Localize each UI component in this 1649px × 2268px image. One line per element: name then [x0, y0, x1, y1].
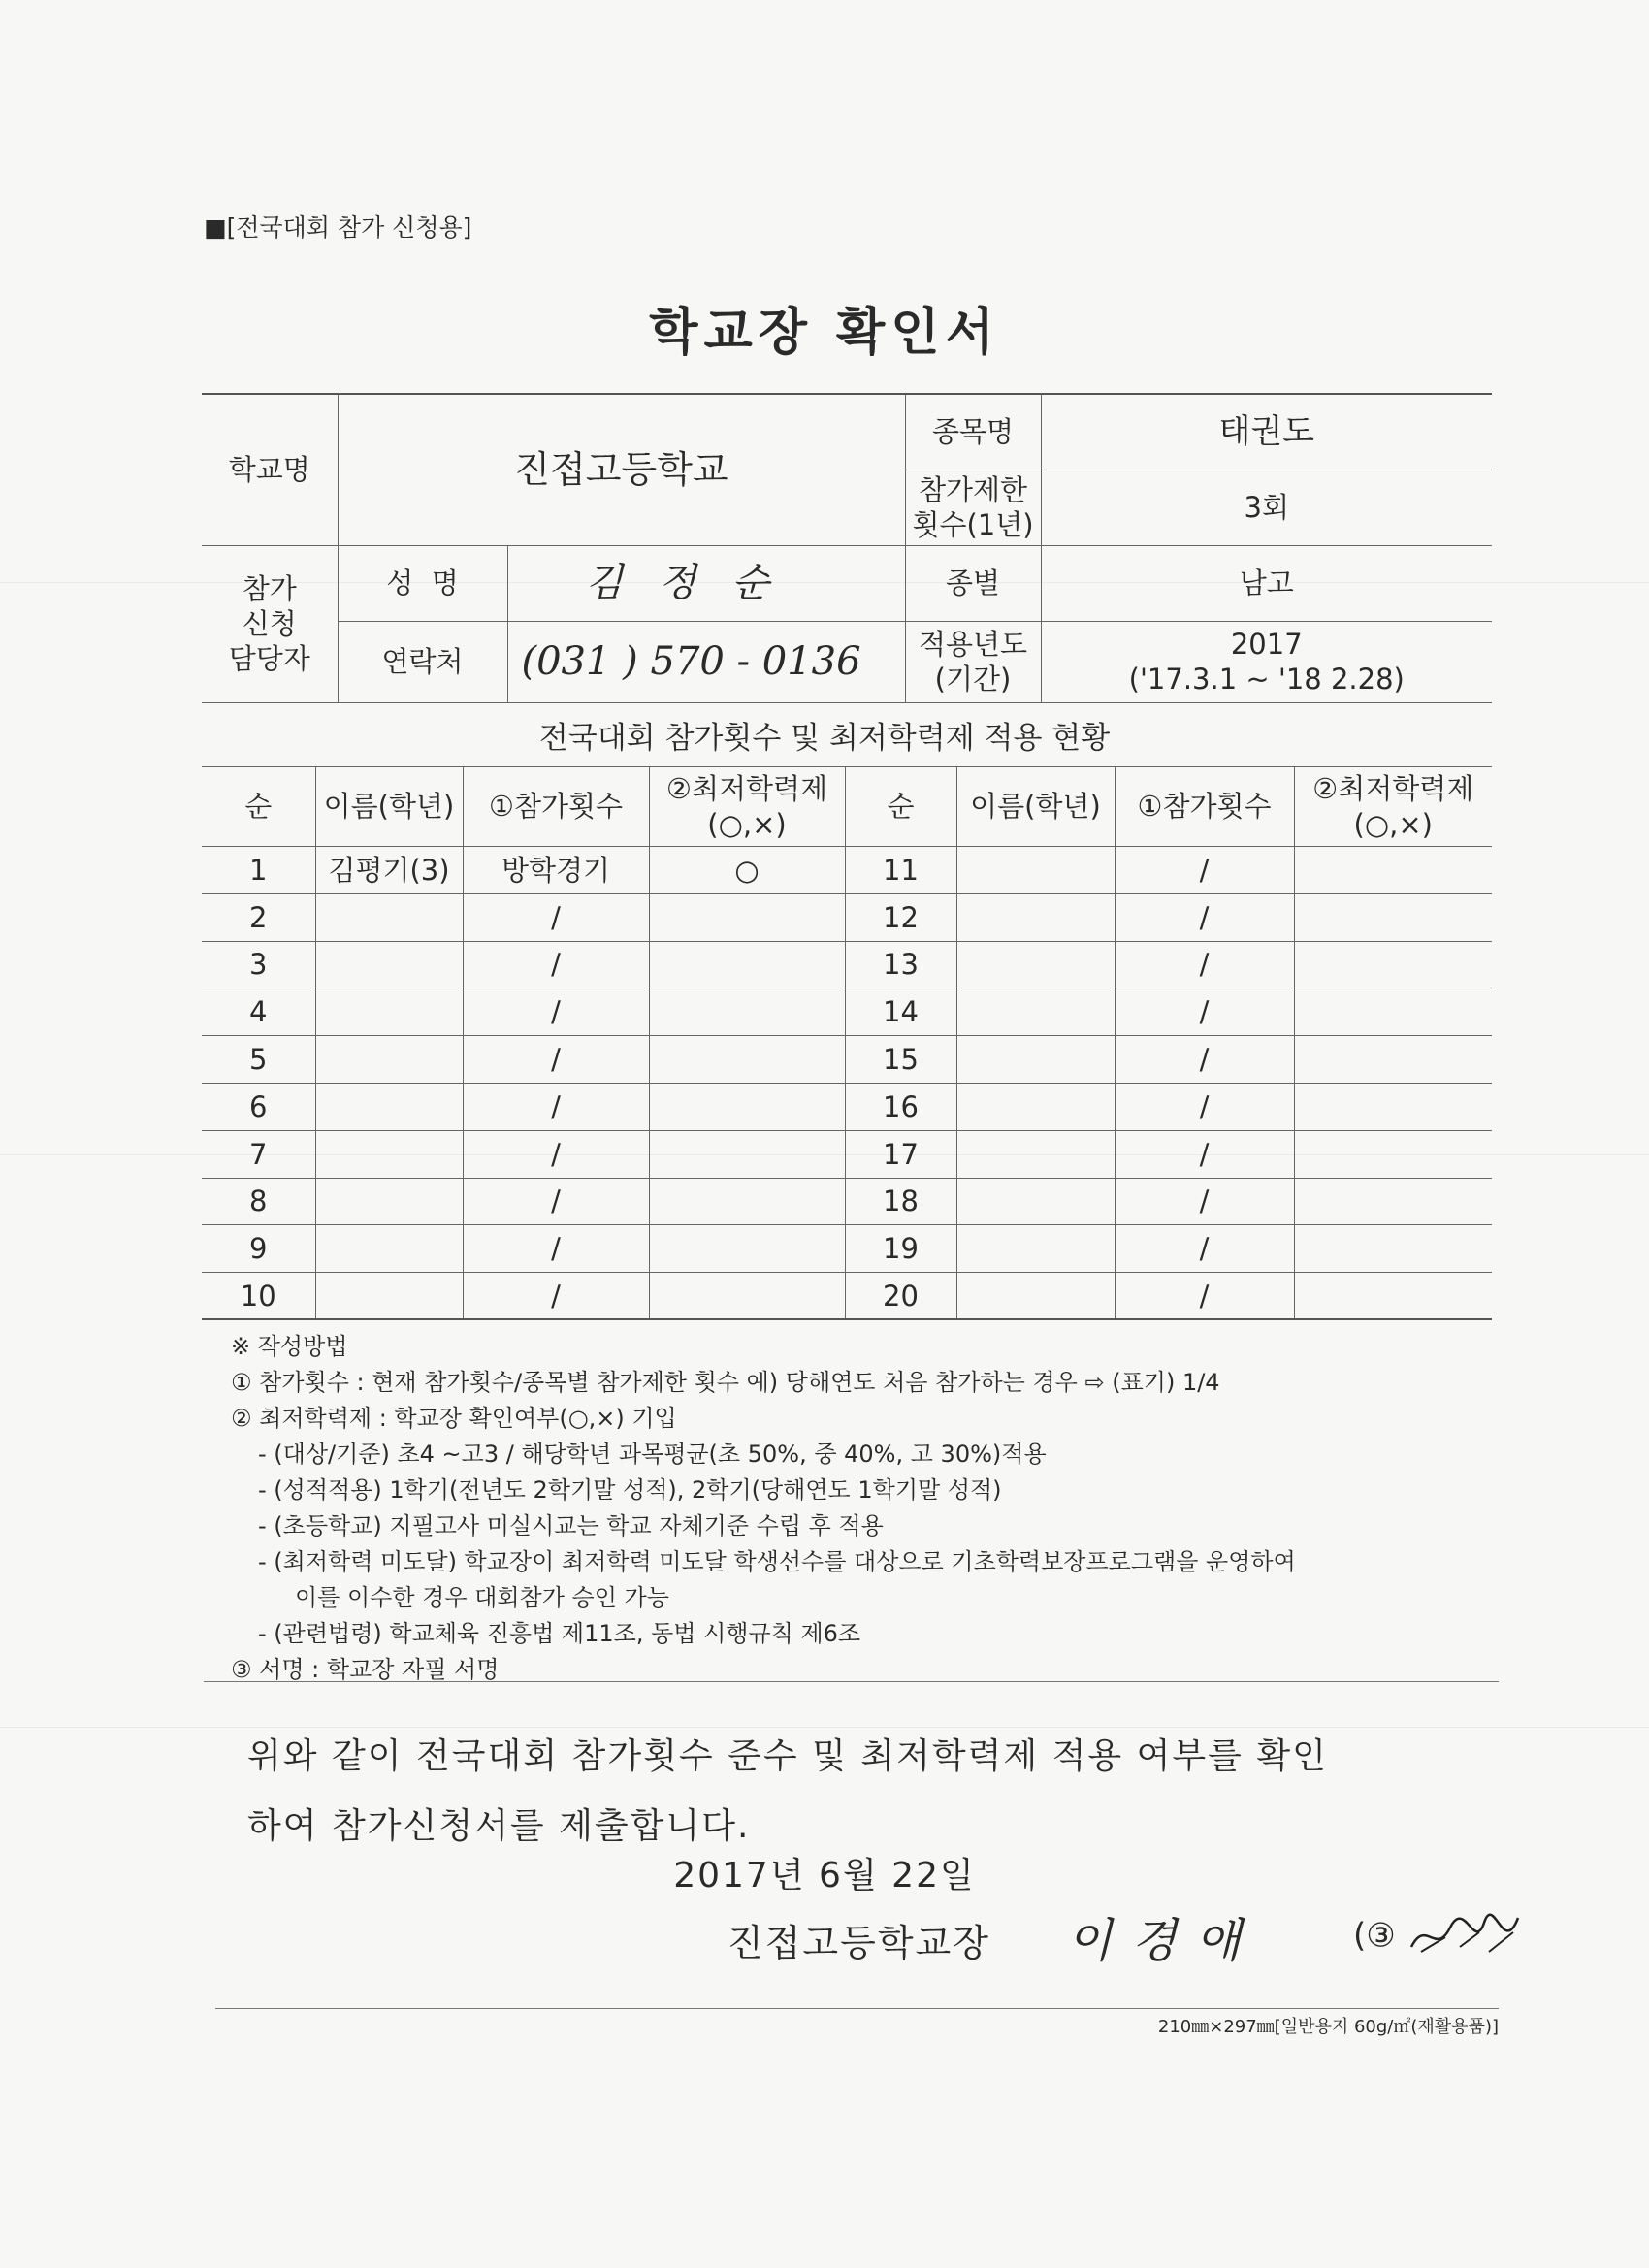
cell-name — [315, 941, 463, 988]
note-2c: - (초등학교) 지필고사 미실시교는 학교 자체기준 수립 후 적용 — [258, 1512, 884, 1539]
cell-no2: 12 — [845, 893, 956, 941]
table-row — [202, 941, 1492, 988]
cell-name — [315, 988, 463, 1036]
cell-count: / — [463, 1225, 649, 1273]
cell-min2 — [1294, 1178, 1492, 1225]
divider — [204, 1681, 1499, 1682]
col-name-2: 이름(학년) — [956, 767, 1115, 847]
cell-name — [315, 1225, 463, 1273]
cell-min2 — [1294, 847, 1492, 894]
cell-name: 김평기(3) — [315, 847, 463, 894]
applicant-name-label: 성 명 — [338, 545, 507, 621]
col-name: 이름(학년) — [315, 767, 463, 847]
header-row — [202, 767, 1492, 847]
cell-min — [649, 941, 845, 988]
cell-min2 — [1294, 1083, 1492, 1130]
cell-min — [649, 1036, 845, 1084]
note-2a: - (대상/기준) 초4 ~고3 / 해당학년 과목평균(초 50%, 중 40%, 고 30%)적용 — [258, 1441, 1047, 1468]
cell-name2 — [956, 1225, 1115, 1273]
cell-name2 — [956, 1273, 1115, 1320]
cell-count2: / — [1115, 941, 1294, 988]
cell-no2: 17 — [845, 1130, 956, 1178]
contact-value: (031 ) 570 - 0136 — [507, 621, 905, 702]
cell-name — [315, 1178, 463, 1225]
cell-no2: 19 — [845, 1225, 956, 1273]
note-2e: - (관련법령) 학교체육 진흥법 제11조, 동법 시행규칙 제6조 — [258, 1620, 861, 1647]
instructions — [231, 1329, 1502, 1688]
col-min-2: ②최저학력제 (○,×) — [1294, 767, 1492, 847]
cell-min2 — [1294, 941, 1492, 988]
cell-name2 — [956, 1083, 1115, 1130]
cell-name2 — [956, 893, 1115, 941]
cell-no: 5 — [202, 1036, 315, 1084]
cell-name2 — [956, 941, 1115, 988]
gender-value: 남고 — [1041, 545, 1492, 621]
cell-no2: 15 — [845, 1036, 956, 1084]
cell-count2: / — [1115, 893, 1294, 941]
cell-count2: / — [1115, 1178, 1294, 1225]
cell-min — [649, 1178, 845, 1225]
table-row — [202, 1036, 1492, 1084]
status-title: 전국대회 참가횟수 및 최저학력제 적용 현황 — [538, 721, 1111, 756]
confirmation-text: 위와 같이 전국대회 참가횟수 준수 및 최저학력제 적용 여부를 확인 하여 참가신청서를 제출합니다. — [247, 1736, 1328, 1846]
cell-count2: / — [1115, 1273, 1294, 1320]
cell-min — [649, 1225, 845, 1273]
note-2: ② 최저학력제 : 학교장 확인여부(○,×) 기입 — [231, 1405, 677, 1432]
table-row — [202, 847, 1492, 894]
seal-stamp: (③ — [1353, 1908, 1523, 1966]
table-row — [202, 1273, 1492, 1320]
note-3: ③ 서명 : 학교장 자필 서명 — [231, 1656, 500, 1683]
cell-no2: 20 — [845, 1273, 956, 1320]
footer-divider — [215, 2008, 1499, 2009]
cell-name2 — [956, 1130, 1115, 1178]
note-2d-cont: 이를 이수한 경우 대회참가 승인 가능 — [295, 1584, 669, 1611]
form-type-tag: ■[전국대회 참가 신청용] — [204, 213, 472, 242]
cell-count2: / — [1115, 1083, 1294, 1130]
col-min: ②최저학력제 (○,×) — [649, 767, 845, 847]
note-2b: - (성적적용) 1학기(전년도 2학기말 성적), 2학기(당해연도 1학기말 성적) — [258, 1476, 1002, 1504]
applicant-name-value: 김 정 순 — [507, 545, 905, 621]
contact-label: 연락처 — [338, 621, 507, 702]
cell-name — [315, 1036, 463, 1084]
cell-min — [649, 1130, 845, 1178]
gender-label: 종별 — [905, 545, 1041, 621]
cell-no: 10 — [202, 1273, 315, 1320]
cell-min — [649, 1273, 845, 1320]
cell-count2: / — [1115, 1036, 1294, 1084]
table-row — [202, 988, 1492, 1036]
signature: 이경애 — [1067, 1914, 1261, 1968]
year-value: 2017 ('17.3.1 ~ '18 2.28) — [1041, 621, 1492, 702]
cell-min — [649, 893, 845, 941]
table-row — [202, 1130, 1492, 1178]
event-label: 종목명 — [905, 394, 1041, 470]
cell-min — [649, 1083, 845, 1130]
cell-count2: / — [1115, 988, 1294, 1036]
school-name-label: 학교명 — [202, 394, 338, 545]
school-name-value: 진접고등학교 — [338, 394, 905, 545]
cell-min: ○ — [649, 847, 845, 894]
cell-count: / — [463, 1273, 649, 1320]
cell-count2: / — [1115, 1225, 1294, 1273]
note-heading: ※ 작성방법 — [231, 1333, 348, 1360]
date: 2017년 6월 22일 — [673, 1856, 976, 1895]
col-no-2: 순 — [845, 767, 956, 847]
cell-no2: 11 — [845, 847, 956, 894]
cell-count2: / — [1115, 847, 1294, 894]
limit-value: 3회 — [1041, 470, 1492, 545]
cell-name2 — [956, 1178, 1115, 1225]
cell-count: / — [463, 893, 649, 941]
cell-count2: / — [1115, 1130, 1294, 1178]
cell-name — [315, 1273, 463, 1320]
table-row — [202, 893, 1492, 941]
cell-count: / — [463, 1036, 649, 1084]
cell-min2 — [1294, 988, 1492, 1036]
applicant-label: 참가 신청 담당자 — [202, 545, 338, 702]
cell-no: 1 — [202, 847, 315, 894]
cell-no: 4 — [202, 988, 315, 1036]
cell-count: / — [463, 1178, 649, 1225]
event-value: 태권도 — [1041, 394, 1492, 470]
cell-no2: 18 — [845, 1178, 956, 1225]
cell-count: / — [463, 1083, 649, 1130]
document-title: 학교장 확인서 — [649, 304, 1000, 362]
year-label: 적용년도 (기간) — [905, 621, 1041, 702]
cell-min2 — [1294, 1225, 1492, 1273]
cell-no: 2 — [202, 893, 315, 941]
info-table — [202, 393, 1492, 703]
col-count: ①참가횟수 — [463, 767, 649, 847]
cell-name2 — [956, 1036, 1115, 1084]
cell-no2: 16 — [845, 1083, 956, 1130]
col-count-2: ①참가횟수 — [1115, 767, 1294, 847]
cell-name — [315, 1130, 463, 1178]
cell-min2 — [1294, 1130, 1492, 1178]
cell-count: / — [463, 1130, 649, 1178]
cell-no: 6 — [202, 1083, 315, 1130]
table-row — [202, 1083, 1492, 1130]
seal-scribble-icon — [1406, 1908, 1523, 1966]
cell-min — [649, 988, 845, 1036]
cell-count: 방학경기 — [463, 847, 649, 894]
note-2d: - (최저학력 미도달) 학교장이 최저학력 미도달 학생선수를 대상으로 기초학력보장프로그램을 운영하여 — [258, 1548, 1296, 1575]
cell-min2 — [1294, 1273, 1492, 1320]
participation-table — [202, 766, 1492, 1320]
cell-no2: 14 — [845, 988, 956, 1036]
cell-min2 — [1294, 893, 1492, 941]
cell-name — [315, 893, 463, 941]
cell-count: / — [463, 941, 649, 988]
cell-name — [315, 1083, 463, 1130]
cell-name2 — [956, 847, 1115, 894]
cell-no2: 13 — [845, 941, 956, 988]
cell-name2 — [956, 988, 1115, 1036]
note-1: ① 참가횟수 : 현재 참가횟수/종목별 참가제한 횟수 예) 당해연도 처음 참가하는 경우 ⇨ (표기) 1/4 — [231, 1369, 1220, 1396]
cell-min2 — [1294, 1036, 1492, 1084]
cell-no: 7 — [202, 1130, 315, 1178]
limit-label: 참가제한 횟수(1년) — [905, 470, 1041, 545]
table-row — [202, 1225, 1492, 1273]
cell-no: 9 — [202, 1225, 315, 1273]
principal-title: 진접고등학교장 — [728, 1922, 990, 1964]
paper-spec: 210㎜×297㎜[일반용지 60g/㎡(재활용품)] — [1157, 2017, 1499, 2037]
table-row — [202, 1178, 1492, 1225]
col-no: 순 — [202, 767, 315, 847]
cell-no: 8 — [202, 1178, 315, 1225]
cell-count: / — [463, 988, 649, 1036]
cell-no: 3 — [202, 941, 315, 988]
